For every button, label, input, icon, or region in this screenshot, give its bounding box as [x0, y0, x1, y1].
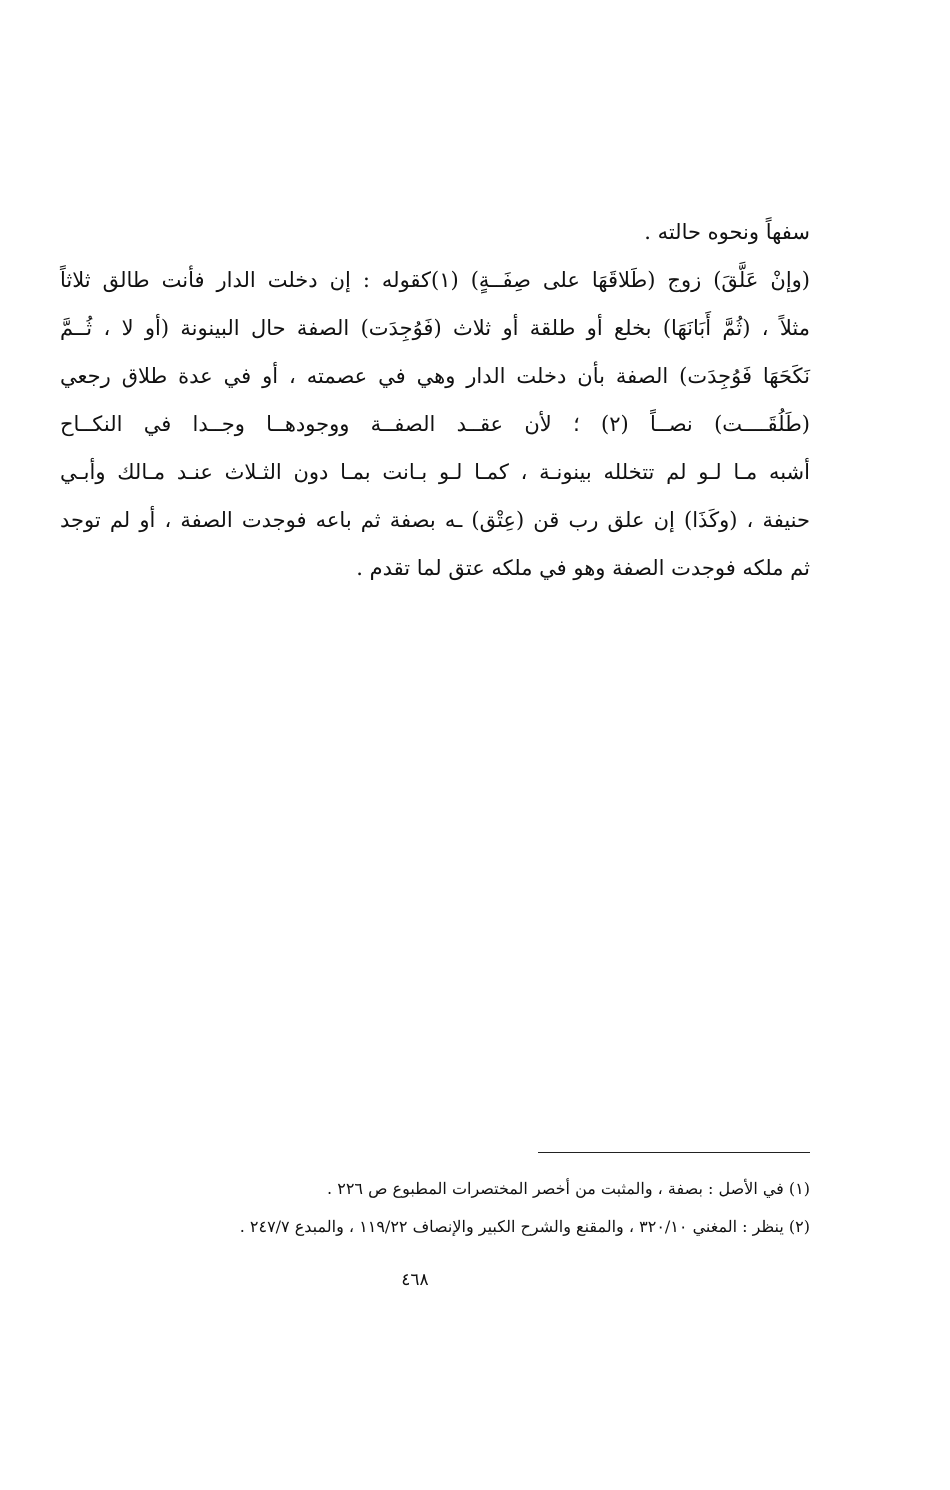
- text-line-7: حنيفة ، (وكَذَا) إن علق رب قن (عِتْق) ـه بصفة ثم باعه فوجدت الصفة ، أو لم توجد: [60, 508, 810, 532]
- text-line-8: ثم ملكه فوجدت الصفة وهو في ملكه عتق لما تقدم .: [356, 556, 810, 580]
- text-line-1: سفهاً ونحوه حالته .: [644, 220, 810, 244]
- text-line-4: نَكَحَهَا فَوُجِدَت) الصفة بأن دخلت الدار وهي في عصمته ، أو في عدة طلاق رجعي: [60, 364, 810, 388]
- text-line-3: مثلاً ، (ثُمَّ أَبَانَهَا) بخلع أو طلقة أو ثلاث (فَوُجِدَت) الصفة حال البينونة (أو لا ، ثُــمَّ: [60, 316, 810, 340]
- footnotes-block: [60, 1170, 810, 1246]
- footnote-2: (٢) ينظر : المغني ٣٢٠/١٠ ، والمقنع والشرح الكبير والإنصاف ١١٩/٢٢ ، والمبدع ٢٤٧/٧ .: [239, 1217, 810, 1236]
- footnote-1: (١) في الأصل : بصفة ، والمثبت من أخصر المختصرات المطبوع ص ٢٢٦ .: [327, 1179, 810, 1198]
- text-line-2: (وإنْ عَلَّقَ) زوج (طَلاقَهَا على صِفَــةٍ) (١)كقوله : إن دخلت الدار فأنت طالق ثلاثاً: [60, 268, 810, 292]
- page-number: ٤٦٨: [401, 1270, 429, 1290]
- main-text-body: [60, 208, 810, 592]
- footnote-divider: [538, 1152, 810, 1153]
- text-line-6: أشبه مـا لـو لم تتخلله بينونـة ، كمـا لـو بـانت بمـا دون الثـلاث عنـد مـالك وأبـي: [60, 460, 810, 484]
- text-line-5: (طَلُقَــــت) نصــاً (٢) ؛ لأن عقــد الصفــة ووجودهــا وجــدا في النكــاح: [60, 412, 810, 436]
